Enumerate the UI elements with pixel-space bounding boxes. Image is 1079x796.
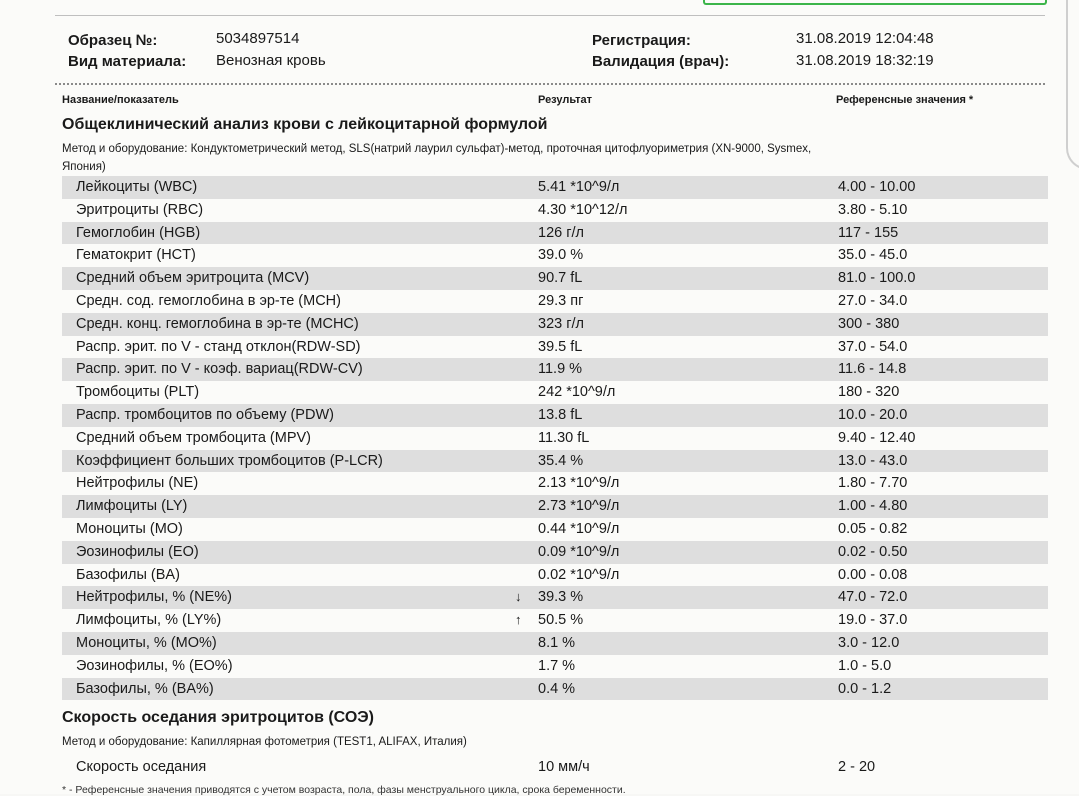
- row-reference: 180 - 320: [838, 384, 900, 401]
- row-result: 39.0 %: [538, 247, 584, 264]
- table-row: [62, 176, 1048, 199]
- esr-method: Метод и оборудование: Капиллярная фотометрия (TEST1, ALIFAX, Италия): [62, 736, 467, 748]
- table-row: [62, 541, 1048, 564]
- row-result: 4.30 *10^12/л: [538, 201, 628, 218]
- row-result: 50.5 %: [538, 612, 584, 629]
- row-result: 5.41 *10^9/л: [538, 179, 620, 195]
- row-result: 11.30 fL: [538, 429, 590, 446]
- dotted-divider: [55, 83, 1045, 85]
- arrow-up-icon: ↑: [515, 612, 522, 628]
- esr-reference: 2 - 20: [838, 759, 876, 775]
- row-reference: 1.80 - 7.70: [838, 475, 908, 492]
- row-name: Базофилы (BA): [76, 566, 180, 583]
- table-row: [62, 495, 1048, 518]
- table-row: [62, 655, 1048, 678]
- row-result: 2.13 *10^9/л: [538, 475, 620, 492]
- validation-label: Валидация (врач):: [592, 53, 730, 70]
- row-reference: 3.80 - 5.10: [838, 201, 908, 218]
- arrow-down-icon: ↓: [515, 589, 522, 605]
- row-reference: 0.00 - 0.08: [838, 566, 908, 583]
- table-row: [62, 609, 1048, 632]
- row-result: 8.1 %: [538, 634, 576, 651]
- table-row: [62, 313, 1048, 336]
- row-name: Моноциты (MO): [76, 520, 183, 537]
- row-reference: 81.0 - 100.0: [838, 270, 916, 287]
- row-name: Гематокрит (HCT): [76, 247, 196, 264]
- sample-label: Образец №:: [68, 32, 158, 49]
- row-name: Коэффициент больших тромбоцитов (P-LCR): [76, 452, 383, 469]
- row-result: 0.02 *10^9/л: [538, 566, 620, 583]
- row-result: 39.3 %: [538, 589, 584, 606]
- row-reference: 9.40 - 12.40: [838, 429, 916, 446]
- cbc-method-line2: Япония): [62, 161, 106, 173]
- row-reference: 47.0 - 72.0: [838, 589, 908, 606]
- row-name: Моноциты, % (MO%): [76, 634, 217, 651]
- green-frame-decoration: [703, 0, 1047, 5]
- row-name: Средний объем эритроцита (MCV): [76, 270, 310, 287]
- row-result: 0.4 %: [538, 680, 576, 697]
- registration-label: Регистрация:: [592, 32, 691, 49]
- row-result: 2.73 *10^9/л: [538, 498, 620, 515]
- row-reference: 1.00 - 4.80: [838, 498, 908, 515]
- row-reference: 13.0 - 43.0: [838, 452, 908, 469]
- validation-value: 31.08.2019 18:32:19: [796, 52, 934, 69]
- row-name: Тромбоциты (PLT): [76, 384, 200, 401]
- row-result: 323 г/л: [538, 315, 584, 332]
- esr-name: Скорость оседания: [76, 759, 207, 775]
- row-name: Эозинофилы (EO): [76, 543, 199, 560]
- registration-value: 31.08.2019 12:04:48: [796, 30, 934, 47]
- row-result: 35.4 %: [538, 452, 584, 469]
- row-name: Распр. эрит. по V - станд отклон(RDW-SD): [76, 338, 361, 355]
- table-row: [62, 290, 1048, 313]
- cbc-method-line1: Метод и оборудование: Кондуктометрический метод, SLS(натрий лаурил сульфат)-метод, проточная цитофлуориметрия (XN-9000, Sysmex,: [62, 143, 812, 155]
- row-result: 13.8 fL: [538, 406, 583, 423]
- row-result: 0.09 *10^9/л: [538, 543, 620, 560]
- row-result: 39.5 fL: [538, 338, 583, 355]
- row-result: 1.7 %: [538, 657, 576, 674]
- table-row: [62, 678, 1048, 701]
- row-result: 126 г/л: [538, 224, 584, 241]
- row-reference: 19.0 - 37.0: [838, 612, 908, 629]
- row-reference: 300 - 380: [838, 315, 900, 332]
- table-row: [62, 518, 1048, 541]
- row-reference: 37.0 - 54.0: [838, 338, 908, 355]
- table-row: [62, 199, 1048, 222]
- row-name: Лимфоциты, % (LY%): [76, 612, 222, 629]
- row-result: 29.3 пг: [538, 292, 584, 309]
- table-row: [62, 358, 1048, 381]
- table-row: [62, 632, 1048, 655]
- row-reference: 0.02 - 0.50: [838, 543, 908, 560]
- top-divider: [55, 15, 1045, 16]
- row-reference: 27.0 - 34.0: [838, 292, 908, 309]
- table-row: [62, 404, 1048, 427]
- row-reference: 4.00 - 10.00: [838, 179, 916, 195]
- row-reference: 11.6 - 14.8: [838, 361, 907, 378]
- row-reference: 10.0 - 20.0: [838, 406, 908, 423]
- esr-result-row: [62, 756, 1048, 778]
- row-result: 90.7 fL: [538, 270, 583, 287]
- table-row: [62, 427, 1048, 450]
- table-row: [62, 586, 1048, 609]
- row-name: Лимфоциты (LY): [76, 498, 188, 515]
- cbc-section-title: Общеклинический анализ крови с лейкоцитарной формулой: [62, 116, 548, 133]
- column-header-name: Название/показатель: [62, 94, 179, 106]
- sample-value: 5034897514: [216, 30, 300, 47]
- row-name: Средн. конц. гемоглобина в эр-те (MCHC): [76, 315, 359, 332]
- row-name: Распр. эрит. по V - коэф. вариац(RDW-CV): [76, 361, 363, 378]
- table-row: [62, 381, 1048, 404]
- esr-result: 10 мм/ч: [538, 759, 590, 775]
- column-header-reference: Референсные значения *: [836, 94, 974, 106]
- page-edge-decoration: [1066, 0, 1079, 170]
- row-reference: 0.05 - 0.82: [838, 520, 908, 537]
- row-result: 0.44 *10^9/л: [538, 520, 620, 537]
- row-name: Средний объем тромбоцита (MPV): [76, 429, 311, 446]
- cbc-results-table: [62, 176, 1048, 700]
- row-reference: 1.0 - 5.0: [838, 657, 892, 674]
- table-row: [62, 244, 1048, 267]
- table-row: [62, 450, 1048, 473]
- row-name: Нейтрофилы (NE): [76, 475, 199, 492]
- table-row: [62, 267, 1048, 290]
- row-name: Распр. тромбоцитов по объему (PDW): [76, 406, 334, 423]
- table-row: [62, 564, 1048, 587]
- table-row: [62, 336, 1048, 359]
- row-result: 11.9 %: [538, 361, 583, 378]
- reference-footnote: * - Референсные значения приводятся с учетом возраста, пола, фазы менструального цикла, срока беременности.: [62, 784, 626, 796]
- row-name: Эозинофилы, % (EO%): [76, 657, 233, 674]
- material-label: Вид материала:: [68, 53, 187, 70]
- row-name: Гемоглобин (HGB): [76, 224, 201, 241]
- row-name: Средн. сод. гемоглобина в эр-те (MCH): [76, 292, 341, 309]
- table-row: [62, 222, 1048, 245]
- row-reference: 0.0 - 1.2: [838, 680, 892, 697]
- row-name: Нейтрофилы, % (NE%): [76, 589, 232, 606]
- row-reference: 117 - 155: [838, 224, 899, 241]
- row-result: 242 *10^9/л: [538, 384, 616, 401]
- row-reference: 3.0 - 12.0: [838, 634, 900, 651]
- column-header-result: Результат: [538, 94, 593, 106]
- table-row: [62, 472, 1048, 495]
- row-name: Лейкоциты (WBC): [76, 179, 198, 195]
- row-name: Базофилы, % (BA%): [76, 680, 214, 697]
- material-value: Венозная кровь: [216, 52, 326, 69]
- esr-section-title: Скорость оседания эритроцитов (СОЭ): [62, 709, 374, 726]
- row-name: Эритроциты (RBC): [76, 201, 204, 218]
- row-reference: 35.0 - 45.0: [838, 247, 908, 264]
